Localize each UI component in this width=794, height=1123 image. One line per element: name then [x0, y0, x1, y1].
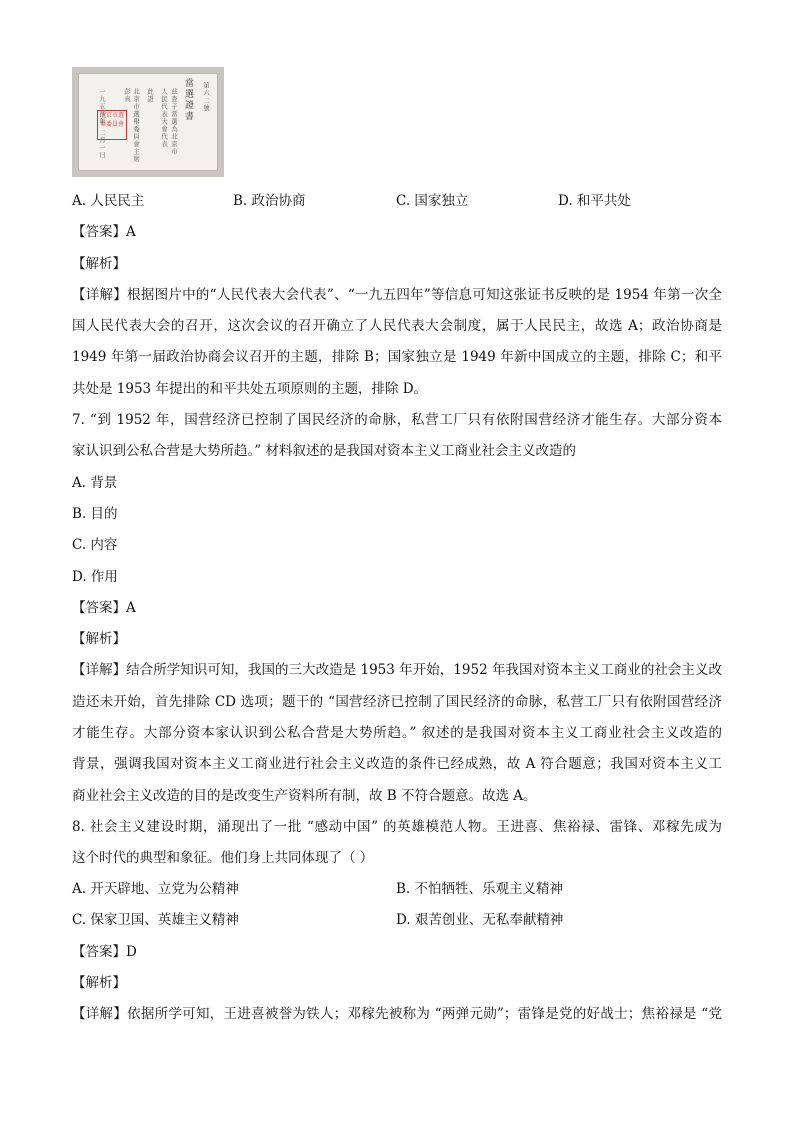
q6-analysis-heading: 【解析】: [72, 256, 126, 272]
q6-option-c: C. 国家独立: [396, 193, 469, 209]
q8-detail-line: 【详解】依据所学可知，王进喜被誉为铁人；邓稼先被称为 “两弹元勋”；雷锋是党的好战士；焦裕禄是 “党: [72, 1006, 722, 1022]
certificate-text-col: 此證: [146, 88, 154, 103]
q7-detail-line: 才能生存。大部分资本家认识到公私合营是大势所趋。” 叙述的是我国对资本主义工商业社会主义改造的: [72, 725, 722, 741]
q8-option-a: A. 开天辟地、立党为公精神: [72, 881, 239, 897]
q6-option-a: A. 人民民主: [72, 193, 145, 209]
certificate-title: 當選證書: [183, 78, 193, 122]
q6-answer: 【答案】A: [72, 224, 136, 240]
q7-detail-line: 背景，强调我国对资本主义工商业进行社会主义改造的条件已经成熟，故 A 符合题意；我国对资本主义工: [72, 756, 722, 772]
q7-stem-line: 7. “到 1952 年，国营经济已控制了国民经济的命脉，私营工厂只有依附国营经济才能生存。大部分资本: [72, 412, 722, 428]
q7-detail-line: 商业社会主义改造的目的是改变生产资料所有制，故 B 不符合题意。故选 A。: [72, 788, 537, 804]
q6-option-b: B. 政治协商: [233, 193, 306, 209]
q8-answer: 【答案】D: [72, 944, 137, 960]
q7-answer: 【答案】A: [72, 600, 136, 616]
q8-stem-line: 8. 社会主义建设时期，涌现出了一批 “感动中国” 的英雄模范人物。王进喜、焦裕禄、雷锋、邓稼先成为: [72, 819, 722, 835]
q6-detail-line: 1949 年第一届政治协商会议召开的主题，排除 B；国家独立是 1949 年新中国成立的主题，排除 C；和平: [72, 349, 722, 365]
q7-option-c: C. 内容: [72, 537, 118, 553]
q8-analysis-heading: 【解析】: [72, 975, 126, 991]
q7-option-d: D. 作用: [72, 569, 118, 585]
certificate-text-col: 人民代表大會代表: [160, 88, 168, 148]
certificate-card: [78, 73, 218, 171]
q8-option-d: D. 艰苦创业、无私奉献精神: [396, 912, 564, 928]
certificate-text-col: 第六二號: [202, 82, 210, 112]
q6-detail-line: 共处是 1953 年提出的和平共处五项原则的主题，排除 D。: [72, 381, 428, 397]
q6-option-d: D. 和平共处: [558, 193, 631, 209]
q8-stem-line: 这个时代的典型和象征。他们身上共同体现了（ ）: [72, 850, 374, 866]
certificate-photo: [72, 67, 224, 177]
q8-option-c: C. 保家卫国、英雄主义精神: [72, 912, 239, 928]
certificate-text-col: 一九五四年 二月一日: [98, 88, 106, 159]
q7-analysis-heading: 【解析】: [72, 631, 126, 647]
q6-detail-line: 国人民代表大会的召开，这次会议的召开确立了人民代表大会制度，属于人民民主，故选 A；政治协商是: [72, 318, 722, 334]
red-seal-stamp: 北京市選舉委員會: [97, 110, 127, 140]
q7-option-b: B. 目的: [72, 506, 118, 522]
certificate-text-col: 北京市選舉委員會主席 彭真: [123, 88, 140, 163]
q8-option-b: B. 不怕牺牲、乐观主义精神: [396, 881, 564, 897]
q7-detail-line: 【详解】结合所学知识可知，我国的三大改造是 1953 年开始，1952 年我国对资本主义工商业的社会主义改: [72, 662, 722, 678]
q7-option-a: A. 背景: [72, 475, 118, 491]
q7-stem-line: 家认识到公私合营是大势所趋。” 材料叙述的是我国对资本主义工商业社会主义改造的: [72, 443, 576, 459]
q7-detail-line: 造还未开始，首先排除 CD 选项；题干的 “国营经济已控制了国民经济的命脉，私营工厂只有依附国营经济: [72, 694, 722, 710]
certificate-text-col: 兹查子當選為北京市: [170, 88, 178, 156]
q6-detail-line: 【详解】根据图片中的“人民代表大会代表”、“一九五四年”等信息可知这张证书反映的是 1954 年第一次全: [72, 287, 722, 303]
